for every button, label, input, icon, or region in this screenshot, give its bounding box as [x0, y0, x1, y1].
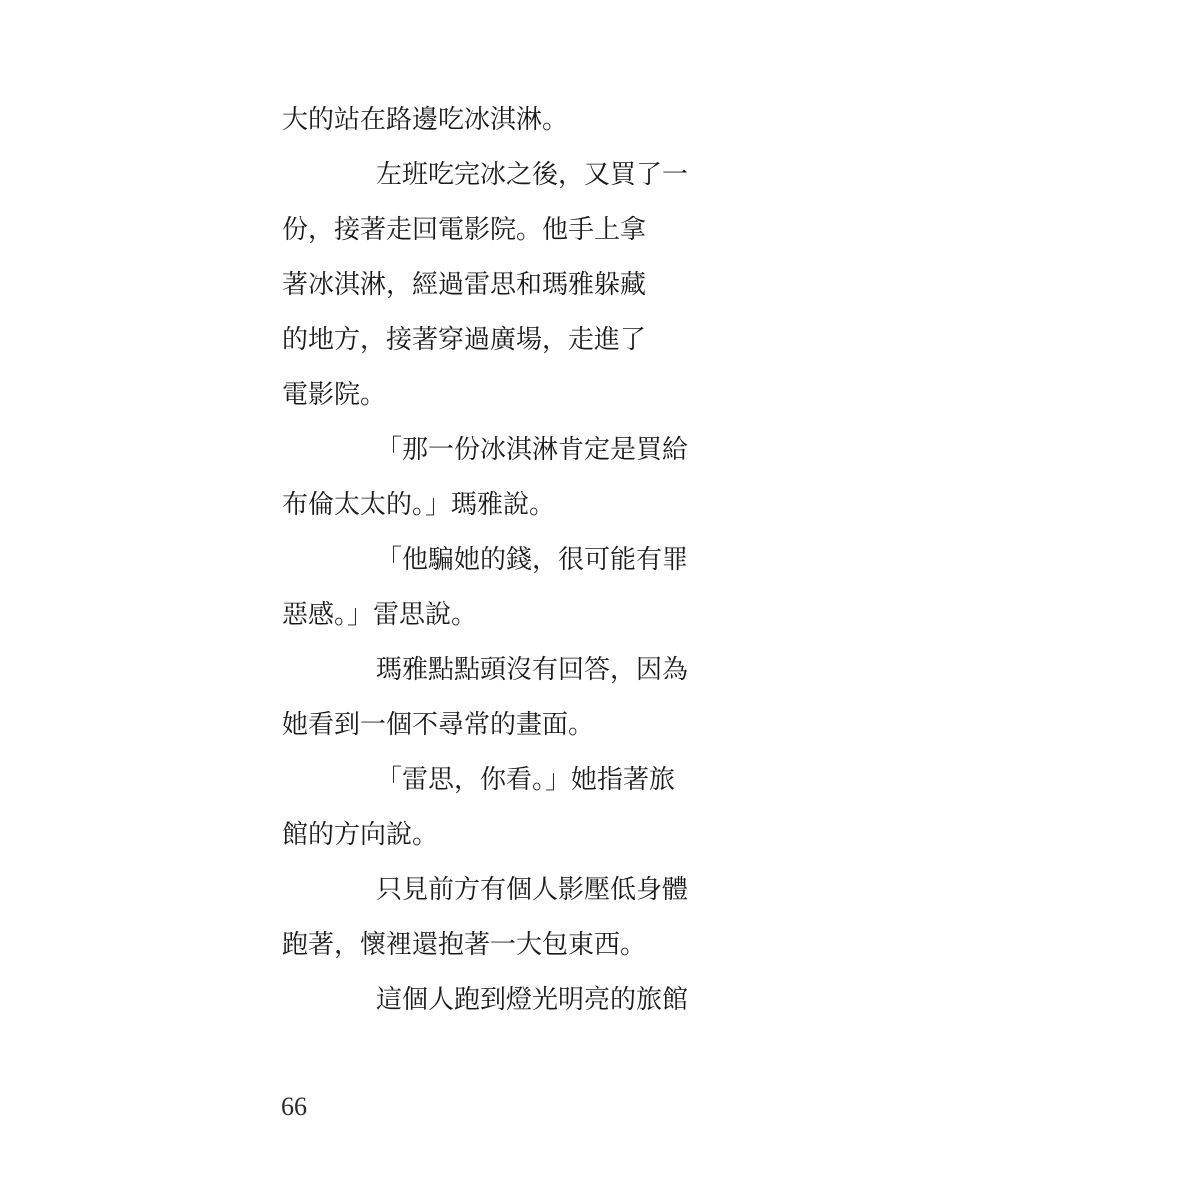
text-line: 「他騙她的錢，很可能有罪: [376, 545, 689, 575]
text-line: 瑪雅點點頭沒有回答，因為: [376, 655, 689, 685]
text-line: 這個人跑到燈光明亮的旅館: [376, 985, 689, 1015]
text-line: 「那一份冰淇淋肯定是買給: [376, 435, 689, 465]
text-line: 份，接著走回電影院。他手上拿: [282, 215, 647, 245]
text-line: 「雷思，你看。」她指著旅: [376, 765, 676, 795]
text-line: 跑著，懷裡還抱著一大包東西。: [282, 930, 647, 960]
text-line: 館的方向說。: [282, 820, 439, 850]
text-line: 大的站在路邊吃冰淇淋。: [282, 105, 569, 135]
text-line: 的地方，接著穿過廣場，走進了: [282, 325, 647, 355]
text-line: 左班吃完冰之後，又買了一: [376, 160, 689, 190]
page-number: 66: [281, 1092, 307, 1121]
text-line: 惡感。」雷思說。: [282, 600, 478, 630]
text-line: 電影院。: [282, 380, 387, 410]
text-line: 她看到一個不尋常的畫面。: [282, 710, 595, 740]
text-line: 布倫太太的。」瑪雅說。: [282, 490, 556, 520]
text-line: 只見前方有個人影壓低身體: [376, 875, 689, 905]
text-line: 著冰淇淋，經過雷思和瑪雅躲藏: [282, 270, 647, 300]
body-text: [282, 90, 942, 1025]
